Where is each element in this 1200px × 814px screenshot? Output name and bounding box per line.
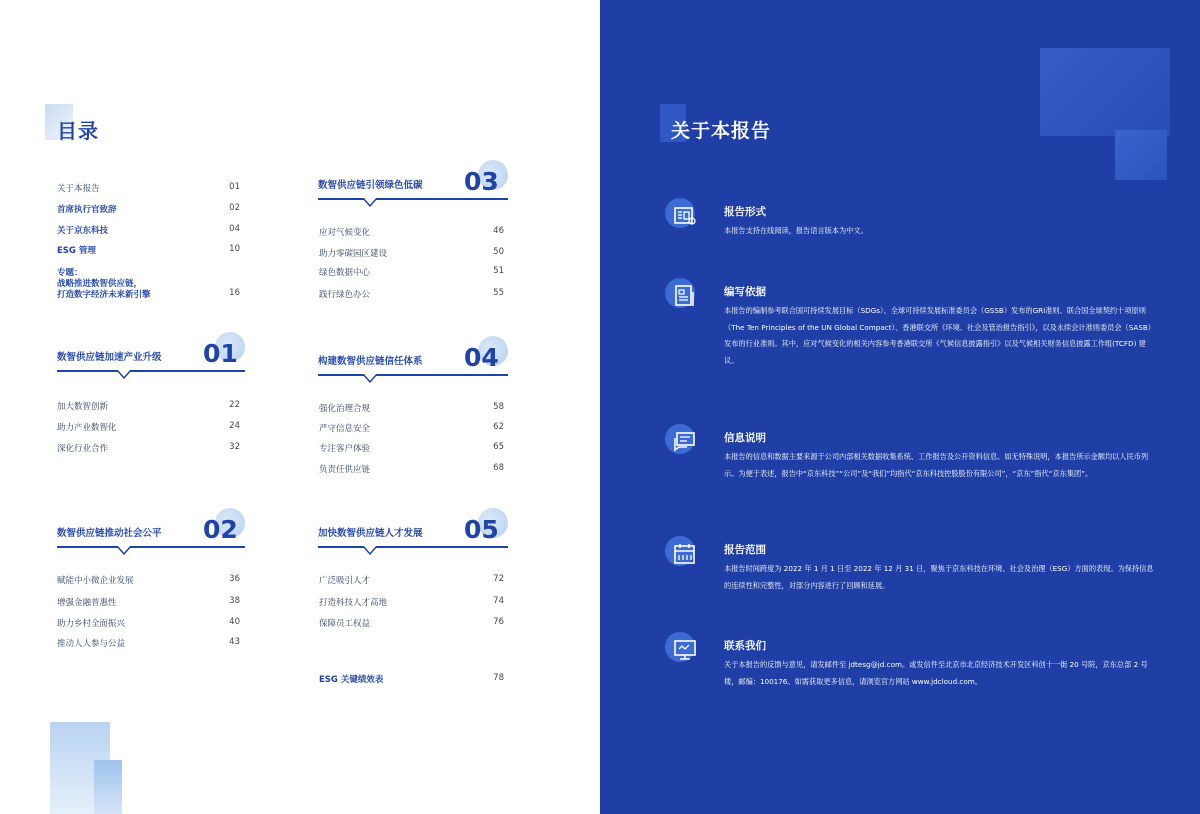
toc-entry-page: 58 bbox=[493, 402, 504, 412]
block-text: 本报告的编制参考联合国可持续发展目标（SDGs）、全球可持续发展标准委员会（GSSB）发布的GRI准则、联合国全球契约十项原则（The Ten Principles of the UN Global Compact）、香港联交所《环境、社会及管治报告指引》，以及永续会计准则委员会（SASB）发布的行业准则。其中，应对气候变化的相关内容参考香港联交所《气候信息披露指引》以及气候相关财务信息披露工作组(TCFD) 建议。 bbox=[724, 306, 1155, 365]
section-number: 01 bbox=[203, 339, 238, 368]
toc-entry[interactable] bbox=[319, 596, 504, 610]
toc-entry-label: 负责任供应链 bbox=[319, 465, 371, 475]
section-number: 05 bbox=[464, 515, 499, 544]
section-header-01 bbox=[57, 332, 245, 372]
block-title: 报告形式 bbox=[724, 206, 766, 218]
toc-entry[interactable] bbox=[319, 288, 504, 302]
icon-container bbox=[665, 632, 701, 668]
report-form-icon bbox=[673, 204, 697, 228]
toc-entry-page: 68 bbox=[493, 463, 504, 473]
toc-entry-page: 32 bbox=[229, 442, 240, 452]
document-basis-icon bbox=[673, 284, 697, 308]
toc-entry-label: ESG 管理 bbox=[57, 246, 96, 256]
toc-entry-page: 76 bbox=[493, 617, 504, 627]
icon-container bbox=[665, 536, 701, 572]
special-label-3: 打造数字经济未来新引擎 bbox=[57, 290, 151, 300]
toc-title: 目录 bbox=[57, 119, 99, 143]
toc-entry-page: 36 bbox=[229, 574, 240, 584]
toc-entry[interactable] bbox=[319, 247, 504, 261]
toc-entry-label: 深化行业合作 bbox=[57, 444, 109, 454]
calendar-icon bbox=[673, 542, 697, 566]
section-title: 构建数智供应链信任体系 bbox=[318, 356, 423, 367]
toc-entry-label: 绿色数据中心 bbox=[319, 268, 371, 278]
section-number: 04 bbox=[464, 343, 499, 372]
toc-entry[interactable] bbox=[57, 637, 240, 651]
about-block-basis bbox=[665, 278, 1165, 388]
toc-entry-page: 46 bbox=[493, 226, 504, 236]
toc-entry-page: 04 bbox=[229, 224, 240, 234]
toc-entry-label: 助力零碳园区建设 bbox=[319, 249, 388, 259]
section-header-04 bbox=[318, 336, 508, 376]
block-text: 本报告支持在线阅读，报告语言版本为中文。 bbox=[724, 226, 868, 235]
toc-entry[interactable] bbox=[57, 617, 240, 631]
section-title: 数智供应链推动社会公平 bbox=[57, 528, 162, 539]
toc-entry-label: 助力产业数智化 bbox=[57, 423, 117, 433]
divider-notch bbox=[363, 546, 377, 556]
section-number: 02 bbox=[203, 515, 238, 544]
about-block-contact bbox=[665, 632, 1165, 722]
section-title: 数智供应链加速产业升级 bbox=[57, 352, 162, 363]
special-label-1: 专题： bbox=[57, 268, 83, 278]
divider-notch bbox=[117, 546, 131, 556]
toc-entry-label: 加大数智创新 bbox=[57, 402, 109, 412]
toc-entry-label: 专注客户体验 bbox=[319, 444, 371, 454]
toc-entry-label: 践行绿色办公 bbox=[319, 290, 371, 300]
toc-entry[interactable] bbox=[57, 574, 240, 588]
toc-entry[interactable] bbox=[319, 574, 504, 588]
toc-entry[interactable] bbox=[57, 203, 240, 217]
about-block-format bbox=[665, 198, 1165, 248]
toc-entry-appendix[interactable] bbox=[319, 673, 504, 687]
section-title: 加快数智供应链人才发展 bbox=[318, 528, 423, 539]
toc-entry-label: 关于京东科技 bbox=[57, 226, 109, 236]
section-title: 数智供应链引领绿色低碳 bbox=[318, 180, 423, 191]
toc-entry-page: 16 bbox=[229, 288, 240, 298]
block-title: 编写依据 bbox=[724, 286, 766, 298]
toc-entry-page: 51 bbox=[493, 266, 504, 276]
toc-entry-page: 02 bbox=[229, 203, 240, 213]
toc-entry-page: 40 bbox=[229, 617, 240, 627]
section-divider bbox=[318, 198, 508, 200]
section-header-03 bbox=[318, 160, 508, 200]
toc-entry-page: 65 bbox=[493, 442, 504, 452]
block-text: 本报告的信息和数据主要来源于公司内部相关数据收集系统、工作报告及公开资料信息。如无特殊说明，本报告所示金额均以人民币列示。为便于表述，报告中“京东科技”“公司”及“我们”均指代“京东科技控股股份有限公司”，“京东”指代“京东集团”。 bbox=[724, 452, 1149, 478]
toc-entry[interactable] bbox=[319, 226, 504, 240]
section-header-02 bbox=[57, 508, 245, 548]
block-title: 报告范围 bbox=[724, 544, 766, 556]
toc-entry-page: 50 bbox=[493, 247, 504, 257]
divider-notch bbox=[117, 370, 131, 380]
section-number: 03 bbox=[464, 167, 499, 196]
toc-entry-label: 首席执行官致辞 bbox=[57, 205, 117, 215]
decorative-square bbox=[1115, 130, 1167, 180]
divider-notch bbox=[363, 198, 377, 208]
icon-container bbox=[665, 278, 701, 314]
block-title: 联系我们 bbox=[724, 640, 766, 652]
toc-entry-page: 43 bbox=[229, 637, 240, 647]
toc-entry-page: 78 bbox=[493, 673, 504, 683]
toc-entry-page: 10 bbox=[229, 244, 240, 254]
section-divider bbox=[57, 546, 245, 548]
toc-entry[interactable] bbox=[319, 463, 504, 477]
toc-entry[interactable] bbox=[57, 182, 240, 196]
block-text: 本报告时间跨度为 2022 年 1 月 1 日至 2022 年 12 月 31 日，聚焦于京东科技在环境、社会及治理（ESG）方面的表现。为保持信息的连续性和完整性，对部分内容进行了回顾和延展。 bbox=[724, 564, 1154, 590]
toc-entry-label: ESG 关键绩效表 bbox=[319, 675, 384, 685]
toc-entry-label: 推动人人参与公益 bbox=[57, 639, 126, 649]
toc-entry-label: 关于本报告 bbox=[57, 184, 100, 194]
toc-entry[interactable] bbox=[319, 422, 504, 436]
toc-entry[interactable] bbox=[57, 442, 240, 456]
toc-entry-label: 强化治理合规 bbox=[319, 404, 371, 414]
toc-entry[interactable] bbox=[319, 442, 504, 456]
toc-entry-label: 赋能中小微企业发展 bbox=[57, 576, 134, 586]
about-title: 关于本报告 bbox=[671, 120, 772, 142]
toc-entry[interactable] bbox=[57, 421, 240, 435]
toc-entry-page: 74 bbox=[493, 596, 504, 606]
contact-monitor-icon bbox=[673, 638, 697, 662]
section-header-05 bbox=[318, 508, 508, 548]
toc-entry-label: 保障员工权益 bbox=[319, 619, 371, 629]
section-divider bbox=[318, 546, 508, 548]
icon-container bbox=[665, 424, 701, 460]
icon-container bbox=[665, 198, 701, 234]
toc-entry-page: 62 bbox=[493, 422, 504, 432]
toc-entry-label: 增强金融普惠性 bbox=[57, 598, 117, 608]
toc-entry[interactable] bbox=[57, 224, 240, 238]
toc-entry[interactable] bbox=[57, 400, 240, 414]
toc-entry[interactable] bbox=[319, 617, 504, 631]
toc-entry[interactable] bbox=[57, 596, 240, 610]
special-label-2: 战略推进数智供应链， bbox=[57, 279, 143, 289]
toc-entry[interactable] bbox=[319, 402, 504, 416]
toc-entry-special[interactable] bbox=[57, 266, 240, 300]
about-block-info bbox=[665, 424, 1165, 514]
toc-entry-page: 38 bbox=[229, 596, 240, 606]
toc-entry-label: 助力乡村全面振兴 bbox=[57, 619, 126, 629]
block-title: 信息说明 bbox=[724, 432, 766, 444]
toc-entry-label: 应对气候变化 bbox=[319, 228, 371, 238]
divider-notch bbox=[363, 374, 377, 384]
toc-entry-page: 01 bbox=[229, 182, 240, 192]
toc-entry[interactable] bbox=[57, 244, 240, 258]
about-page bbox=[600, 0, 1200, 814]
block-text: 关于本报告的反馈与意见，请发邮件至 jdtesg@jd.com。或发信件至北京市北京经济技术开发区科创十一街 20 号院，京东总部 2 号楼，邮编：100176。如需获取更多信息，请浏览官方网站 www.jdcloud.com。 bbox=[724, 660, 1148, 686]
toc-entry-label: 广泛吸引人才 bbox=[319, 576, 371, 586]
decorative-square bbox=[94, 760, 122, 814]
toc-entry-page: 55 bbox=[493, 288, 504, 298]
toc-entry[interactable] bbox=[319, 266, 504, 280]
decorative-square bbox=[1040, 48, 1170, 136]
about-block-scope bbox=[665, 536, 1165, 606]
toc-entry-label: 严守信息安全 bbox=[319, 424, 371, 434]
info-chat-icon bbox=[673, 430, 697, 454]
section-divider bbox=[318, 374, 508, 376]
section-divider bbox=[57, 370, 245, 372]
toc-entry-page: 22 bbox=[229, 400, 240, 410]
toc-entry-label: 打造科技人才高地 bbox=[319, 598, 388, 608]
toc-entry-page: 24 bbox=[229, 421, 240, 431]
toc-entry-page: 72 bbox=[493, 574, 504, 584]
